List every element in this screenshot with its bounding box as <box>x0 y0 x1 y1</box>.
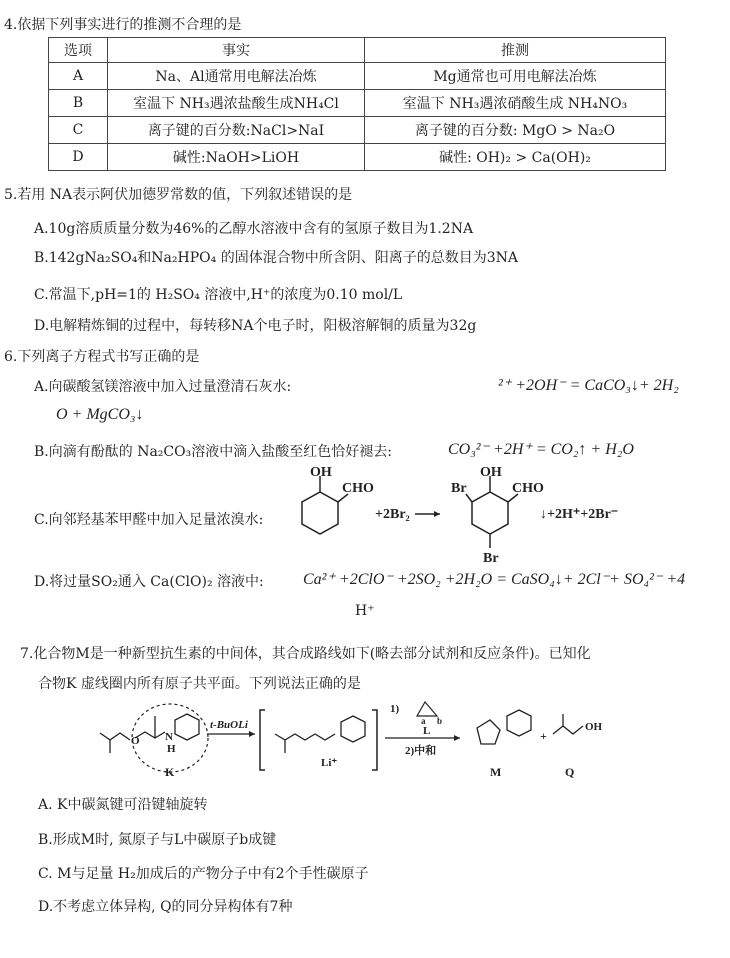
phenyl-ring <box>507 710 531 736</box>
q6-option-a: A.向碳酸氢镁溶液中加入过量澄清石灰水: <box>34 379 292 395</box>
guess-cell: 离子键的百分数: MgO > Na₂O <box>365 117 666 144</box>
b-label: b <box>437 716 443 726</box>
option-cell: C <box>49 117 108 144</box>
q7-title-cont: 合物K 虚线圈内所有原子共平面。下列说法正确的是 <box>38 676 361 692</box>
oh-label: OH <box>585 721 603 733</box>
oh-label: OH <box>310 465 332 480</box>
q6-b-equation: CO₃²⁻ +2H⁺ = CO₂↑ + H₂O <box>448 441 634 458</box>
q7-option-d: D.不考虑立体异构, Q的同分异构体有7种 <box>38 899 293 915</box>
guess-cell: Mg通常也可用电解法冶炼 <box>365 63 666 90</box>
epoxide <box>417 702 437 716</box>
option-cell: B <box>49 90 108 117</box>
br2-label: +2Br₂ <box>375 507 410 522</box>
q5-option-a: A.10g溶质质量分数为46%的乙醇水溶液中含有的氢原子数目为1.2NA <box>34 221 474 237</box>
header-guess: 推测 <box>365 38 666 63</box>
q6-d-equation-cont: H⁺ <box>355 603 375 619</box>
q5-option-d: D.电解精炼铜的过程中，每转移NA个电子时，阳极溶解铜的质量为32g <box>34 318 477 334</box>
plus-label: + <box>540 729 547 743</box>
benzene-ring <box>302 492 338 534</box>
q6-a-equation: ²⁺ +2OH⁻ = CaCO₃↓+ 2H₂ <box>498 377 679 394</box>
guess-cell: 碱性: OH)₂ > Ca(OH)₂ <box>365 144 666 171</box>
cho-label: CHO <box>342 481 374 496</box>
fact-cell: Na、Al通常用电解法冶炼 <box>108 63 365 90</box>
fact-cell: 碱性:NaOH>LiOH <box>108 144 365 171</box>
q-label: Q <box>565 765 575 779</box>
header-fact: 事实 <box>108 38 365 63</box>
br-label: Br <box>483 551 499 566</box>
l-label: L <box>423 725 431 737</box>
k-label: K <box>165 765 175 779</box>
products-label: ↓+2H⁺+2Br⁻ <box>540 507 619 522</box>
li-label: Li⁺ <box>321 757 338 769</box>
q6-c-reaction-scheme <box>290 462 650 570</box>
a-label: a <box>421 716 426 726</box>
q6-a-equation-cont: O + MgCO₃↓ <box>56 406 144 423</box>
q7-option-b: B.形成M时, 氮原子与L中碳原子b成键 <box>38 832 277 848</box>
option-cell: A <box>49 63 108 90</box>
q4-title: 4.依据下列事实进行的推测不合理的是 <box>4 17 242 33</box>
m-label: M <box>490 765 502 779</box>
benzene-ring <box>472 492 508 534</box>
o-label: O <box>131 735 140 747</box>
q6-title: 6.下列离子方程式书写正确的是 <box>4 349 200 365</box>
reagent-label: t-BuOLi <box>210 719 248 731</box>
cho-label: CHO <box>512 481 544 496</box>
q7-synthesis-scheme <box>95 698 635 788</box>
q6-option-b: B.向滴有酚酞的 Na₂CO₃溶液中滴入盐酸至红色恰好褪去: <box>34 444 392 460</box>
phenyl-ring <box>175 714 199 740</box>
fact-cell: 离子键的百分数:NaCl>NaI <box>108 117 365 144</box>
q7-title: 7.化合物M是一种新型抗生素的中间体，其合成路线如下(略去部分试剂和反应条件)。已知化 <box>20 646 591 662</box>
q6-option-d: D.将过量SO₂通入 Ca(ClO)₂ 溶液中: <box>34 574 264 590</box>
step1-label: 1) <box>390 703 400 715</box>
step2-label: 2)中和 <box>405 745 437 757</box>
q5-title: 5.若用 NA表示阿伏加德罗常数的值，下列叙述错误的是 <box>4 187 353 203</box>
q5-option-b: B.142gNa₂SO₄和Na₂HPO₄ 的固体混合物中所含阴、阳离子的总数目为3NA <box>34 250 518 266</box>
oh-label: OH <box>480 465 502 480</box>
n-label: N <box>165 731 173 743</box>
header-option: 选项 <box>49 38 108 63</box>
h-label: H <box>167 743 176 755</box>
q4-table <box>48 37 666 171</box>
q6-d-equation: Ca²⁺ +2ClO⁻ +2SO₂ +2H₂O = CaSO₄↓+ 2Cl⁻+ SO₄²⁻ +4 <box>303 571 686 588</box>
q5-option-c: C.常温下,pH=1的 H₂SO₄ 溶液中,H⁺的浓度为0.10 mol/L <box>34 287 403 303</box>
q7-option-c: C. M与足量 H₂加成后的产物分子中有2个手性碳原子 <box>38 866 369 882</box>
q6-option-c: C.向邻羟基苯甲醛中加入足量浓溴水: <box>34 512 264 528</box>
phenyl-ring <box>341 716 365 742</box>
br-label: Br <box>451 481 467 496</box>
oxazolidinone-ring <box>477 720 500 744</box>
guess-cell: 室温下 NH₃遇浓硝酸生成 NH₄NO₃ <box>365 90 666 117</box>
q7-option-a: A. K中碳氮键可沿键轴旋转 <box>38 797 208 813</box>
option-cell: D <box>49 144 108 171</box>
fact-cell: 室温下 NH₃遇浓盐酸生成NH₄Cl <box>108 90 365 117</box>
